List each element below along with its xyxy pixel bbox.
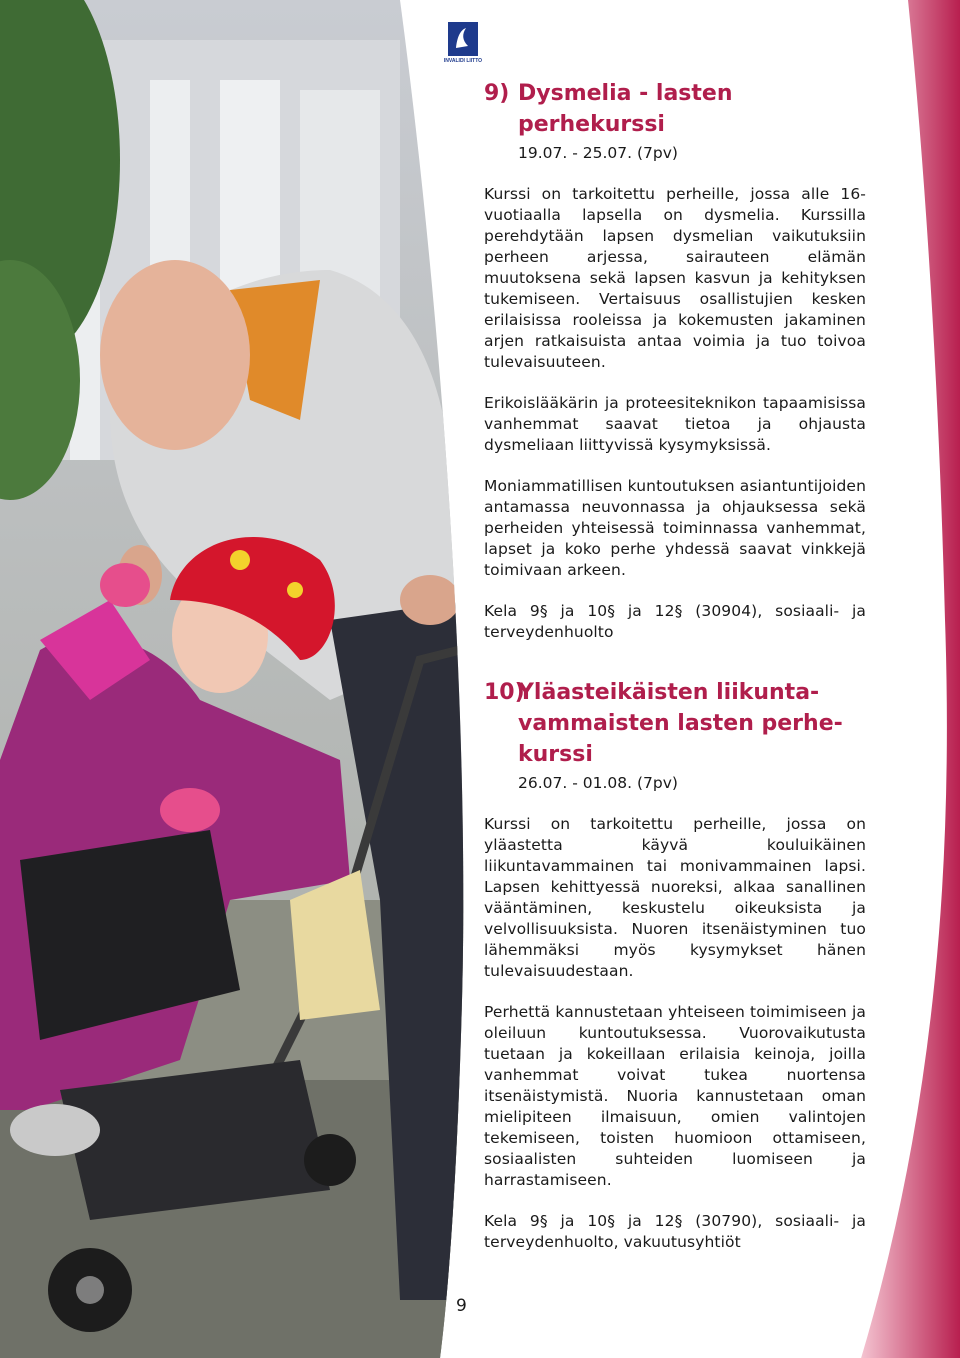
section-2-title-line-1: Yläasteikäisten liikunta- [518, 680, 820, 705]
section-1-title-line-2: perhekurssi [518, 112, 665, 137]
invalidiliitto-logo [443, 22, 483, 64]
section-2-paragraph: Kurssi on tarkoitettu perheille, jossa on yläastetta käyvä kouluikäinen liikuntavammainen tai monivammainen lapsi. Lapsen kehittyessä nuoreksi, alkaa sanallinen vääntäminen, keskustelu oikeuksista ja velvollisuuksista. Nuoren itsenäistyminen tuo lähemmäksi myös kysymykset hänen tulevaisuudestaan. [484, 815, 866, 980]
article-content [484, 78, 866, 1273]
section-1-paragraph: Erikoislääkärin ja proteesiteknikon tapaamisissa vanhemmat saavat tietoa ja ohjausta dysmeliaan liittyvissä kysymyksissä. [484, 394, 866, 454]
page-number: 9 [456, 1296, 467, 1316]
section-1-paragraph: Moniammatillisen kuntoutuksen asiantuntijoiden antamassa neuvonnassa ja ohjauksessa sekä perheiden yhteisessä toiminnassa vanhemmat, lapset ja koko perhe yhdessä saavat vinkkejä toimivaan arkeen. [484, 477, 866, 579]
section-2-title-line-2: vammaisten lasten perhe- [518, 711, 843, 736]
section-2-title-line-3: kurssi [518, 742, 593, 767]
section-1-title-line-1: Dysmelia - lasten [518, 81, 733, 106]
section-1-kela-note: Kela 9§ ja 10§ ja 12§ (30904), sosiaali- ja terveydenhuolto [484, 602, 866, 641]
section-2-kela-note: Kela 9§ ja 10§ ja 12§ (30790), sosiaali- ja terveydenhuolto, vakuutusyhtiöt [484, 1212, 866, 1251]
svg-text:INVALIDI LIITTO: INVALIDI LIITTO [443, 58, 483, 64]
section-2-title [484, 677, 866, 770]
section-1-title [484, 78, 866, 140]
section-2-number: 10) [484, 680, 525, 705]
section-2-paragraph: Perhettä kannustetaan yhteiseen toimimiseen ja oleiluun kuntoutuksessa. Vuorovaikutusta tuetaan ja kokeillaan erilaisia keinoja, joilla vanhemmat voivat tukea nuortensa itsenäistymistä. Nuoria kannustetaan oman mielipiteen ilmaisuun, omien valintojen tekemiseen, toisten huomioon ottamiseen, sosiaalisten suhteiden luomiseen ja harrastamiseen. [484, 1003, 866, 1189]
section-1-paragraph: Kurssi on tarkoitettu perheille, jossa alle 16-vuotiaalla lapsella on dysmelia. Kurssilla perehdytään lapsen dysmelian vaikutuksiin perheen arjessa, sairauteen elämän muutoksena sekä lapsen kasvun ja kehityksen tukemiseen. Vertaisuus osallistujien kesken erilaisissa rooleissa ja kokemusten jakaminen arjen ratkaisuista antaa voimia ja tuo toivoa tulevaisuuteen. [484, 185, 866, 371]
section-2-date: 26.07. - 01.08. (7pv) [518, 774, 678, 792]
section-1-date: 19.07. - 25.07. (7pv) [518, 144, 678, 162]
section-1-number: 9) [484, 81, 510, 106]
